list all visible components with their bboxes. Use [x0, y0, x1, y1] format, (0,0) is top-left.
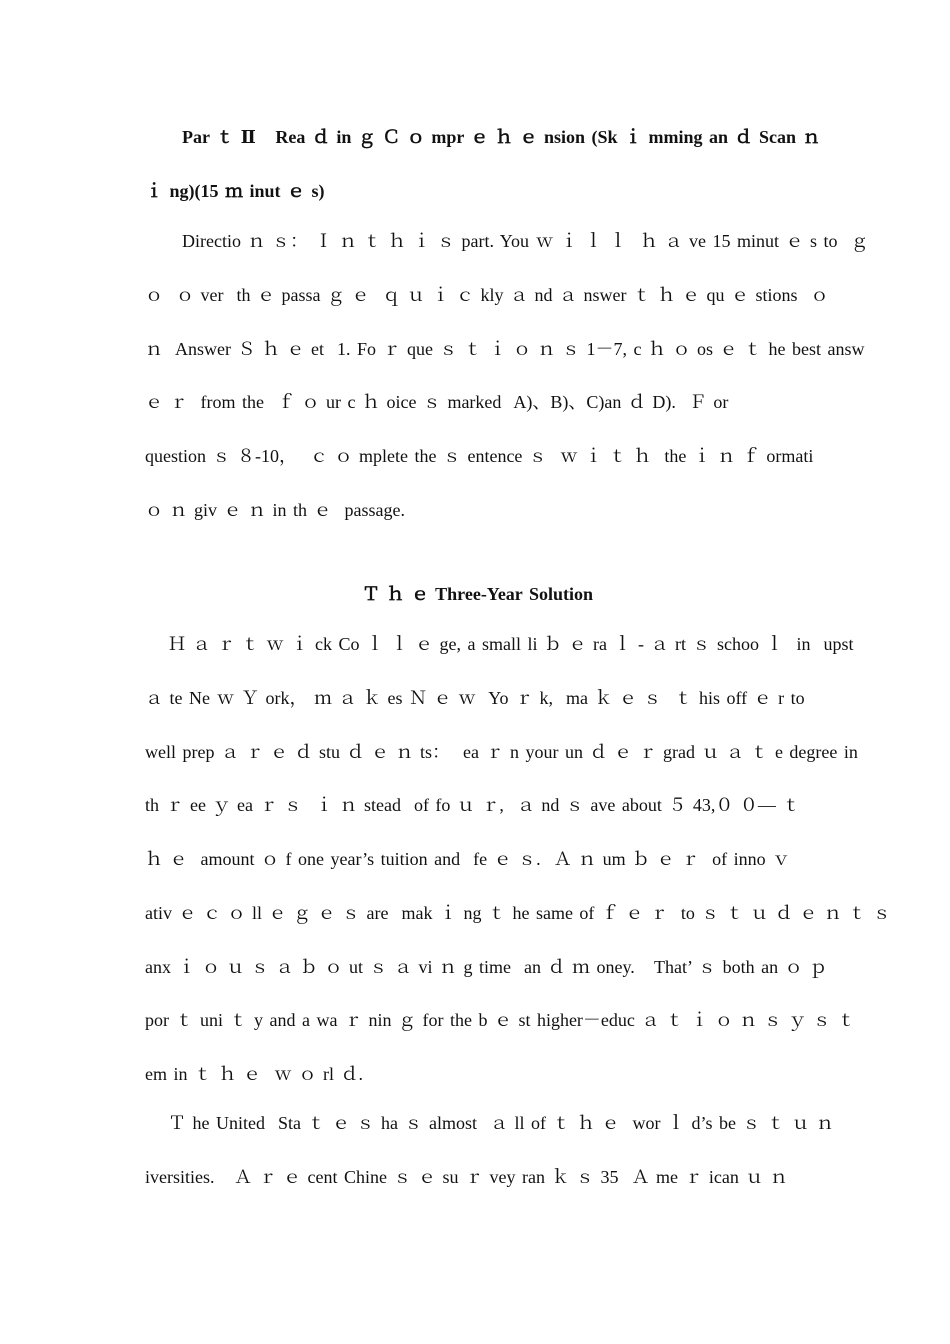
passage-line: em in ｔ ｈ ｅ ｗ ｏ rl ｄ.	[145, 1064, 363, 1084]
passage-line: ｈ ｅ amount ｏ f one year’s tuition and fe ｅ ｓ. Ａ ｎ um ｂ ｅ ｒ of inno ｖ	[145, 849, 791, 869]
passage-line: th ｒ ee ｙ ea ｒ ｓ ｉ ｎ stead of fo ｕ ｒ, ａ nd ｓ ave about ５ 43,０ ０— ｔ	[145, 795, 801, 815]
section-heading-line-2: ｉ ng)(15 ｍ inut ｅ s)	[145, 181, 325, 201]
directions-line: Directio ｎ ｓ： Ｉ ｎ ｔ ｈ ｉ ｓ part. You ｗ ｉ ｌ ｌ ｈ ａ ve 15 minut ｅ s to ｇ	[182, 231, 869, 251]
directions-line: ｏ ｏ ver th ｅ passa ｇ ｅ ｑ ｕ ｉ ｃ kly ａ nd ａ nswer ｔ ｈ ｅ qu ｅ stions ｏ	[145, 285, 829, 305]
passage-line: anx ｉ ｏ ｕ ｓ ａ ｂ ｏ ut ｓ ａ vi ｎ g time an ｄ ｍ oney. That’ ｓ both an ｏ ｐ	[145, 957, 828, 977]
directions-line: ｎ Answer Ｓ ｈ ｅ et 1. Fo ｒ que ｓ ｔ ｉ ｏ ｎ ｓ 1－7, c ｈ ｏ os ｅ ｔ he best answ	[145, 339, 865, 359]
passage-line: ａ te Ne ｗ Ｙ ork， ｍ ａ ｋ es Ｎ ｅ ｗ Yo ｒ k, ma ｋ ｅ ｓ ｔ his off ｅ r to	[145, 688, 805, 708]
passage-line: Ｈ ａ ｒ ｔ ｗ ｉ ck Co ｌ ｌ ｅ ge, a small li ｂ ｅ ra ｌ - ａ rt ｓ schoo ｌ in upst	[168, 634, 854, 654]
passage-title: Ｔ ｈ ｅ Three-Year Solution	[361, 584, 593, 604]
directions-line: ｅ ｒ from the ｆ ｏ ur c ｈ oice ｓ marked A)、B)、C)an ｄ D). Ｆ or	[145, 392, 729, 412]
section-heading-line-1: Par ｔ Ⅱ Rea ｄ in ｇ Ｃ ｏ mpr ｅ ｈ ｅ nsion (Sk ｉ mming an ｄ Scan ｎ	[182, 127, 821, 147]
passage-line: well prep ａ ｒ ｅ ｄ stu ｄ ｅ ｎ ts： ea ｒ n your un ｄ ｅ ｒ grad ｕ ａ ｔ e degree in	[145, 742, 858, 762]
passage-line: por ｔ uni ｔ y and a wa ｒ nin ｇ for the b ｅ st higher－educ ａ ｔ ｉ ｏ ｎ ｓ ｙ ｓ ｔ	[145, 1010, 856, 1030]
directions-line: question ｓ ８-10， ｃ ｏ mplete the ｓ entence ｓ ｗ ｉ ｔ ｈ the ｉ ｎ ｆ ormati	[145, 446, 814, 466]
passage-line: ativ ｅ ｃ ｏ ll ｅ ｇ ｅ ｓ are mak ｉ ng ｔ he same of ｆ ｅ ｒ to ｓ ｔ ｕ ｄ ｅ ｎ ｔ ｓ	[145, 903, 891, 923]
passage-line: iversities. Ａ ｒ ｅ cent Chine ｓ ｅ su ｒ vey ran ｋ ｓ 35 Ａ me ｒ ican ｕ ｎ	[145, 1167, 788, 1187]
passage-line: Ｔ he United Sta ｔ ｅ ｓ ha ｓ almost ａ ll of ｔ ｈ ｅ wor ｌ d’s be ｓ ｔ ｕ ｎ	[168, 1113, 834, 1133]
directions-line: ｏ ｎ giv ｅ ｎ in th ｅ passage.	[145, 500, 405, 520]
